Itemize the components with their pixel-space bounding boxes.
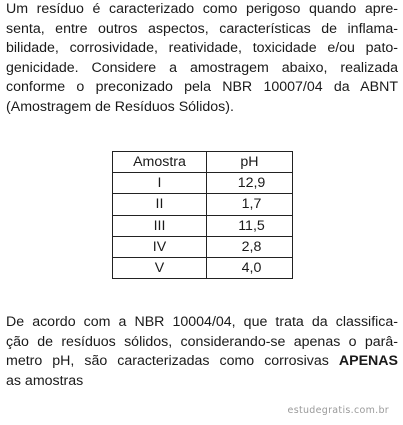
table-row <box>113 236 293 257</box>
table-header-row <box>113 152 293 173</box>
sample-id: II <box>113 194 207 215</box>
question-line: as amostras <box>6 372 84 389</box>
sample-ph: 11,5 <box>207 215 293 236</box>
sample-ph: 12,9 <box>207 173 293 194</box>
sample-ph: 1,7 <box>207 194 293 215</box>
sample-ph: 4,0 <box>207 257 293 278</box>
sample-ph: 2,8 <box>207 236 293 257</box>
sample-id: III <box>113 215 207 236</box>
intro-paragraph <box>6 0 398 118</box>
intro-line: conforme o preconizado pela NBR 10007/04 da ABNT <box>6 79 398 96</box>
site-watermark: estudegratis.com.br <box>287 405 389 416</box>
question-line: De acordo com a NBR 10004/04, que trata da classifica- <box>6 314 398 330</box>
emphasis-apenas: APENAS <box>338 353 398 370</box>
sample-id: IV <box>113 236 207 257</box>
table-row <box>113 173 293 194</box>
question-line-text: metro pH, são caracterizadas como corrosivas <box>6 353 329 370</box>
intro-line: senta, entre outros aspectos, características de inflama- <box>6 20 398 37</box>
question-paragraph <box>6 313 398 391</box>
header-amostra: Amostra <box>113 152 207 173</box>
intro-line: (Amostragem de Resíduos Sólidos). <box>6 98 234 115</box>
intro-line: bilidade, corrosividade, reatividade, toxicidade e/ou pato- <box>6 40 398 57</box>
table-row <box>113 215 293 236</box>
sample-id: I <box>113 173 207 194</box>
sample-id: V <box>113 257 207 278</box>
intro-line: genicidade. Considere a amostragem abaixo, realizada <box>6 59 398 76</box>
intro-line: Um resíduo é caracterizado como perigoso quando apre- <box>6 1 398 17</box>
table-row <box>113 194 293 215</box>
header-ph: pH <box>207 152 293 173</box>
samples-table <box>112 151 293 279</box>
question-line: ção de resíduos sólidos, considerando-se apenas o parâ- <box>6 333 398 350</box>
table-row <box>113 257 293 278</box>
question-line <box>6 352 398 372</box>
